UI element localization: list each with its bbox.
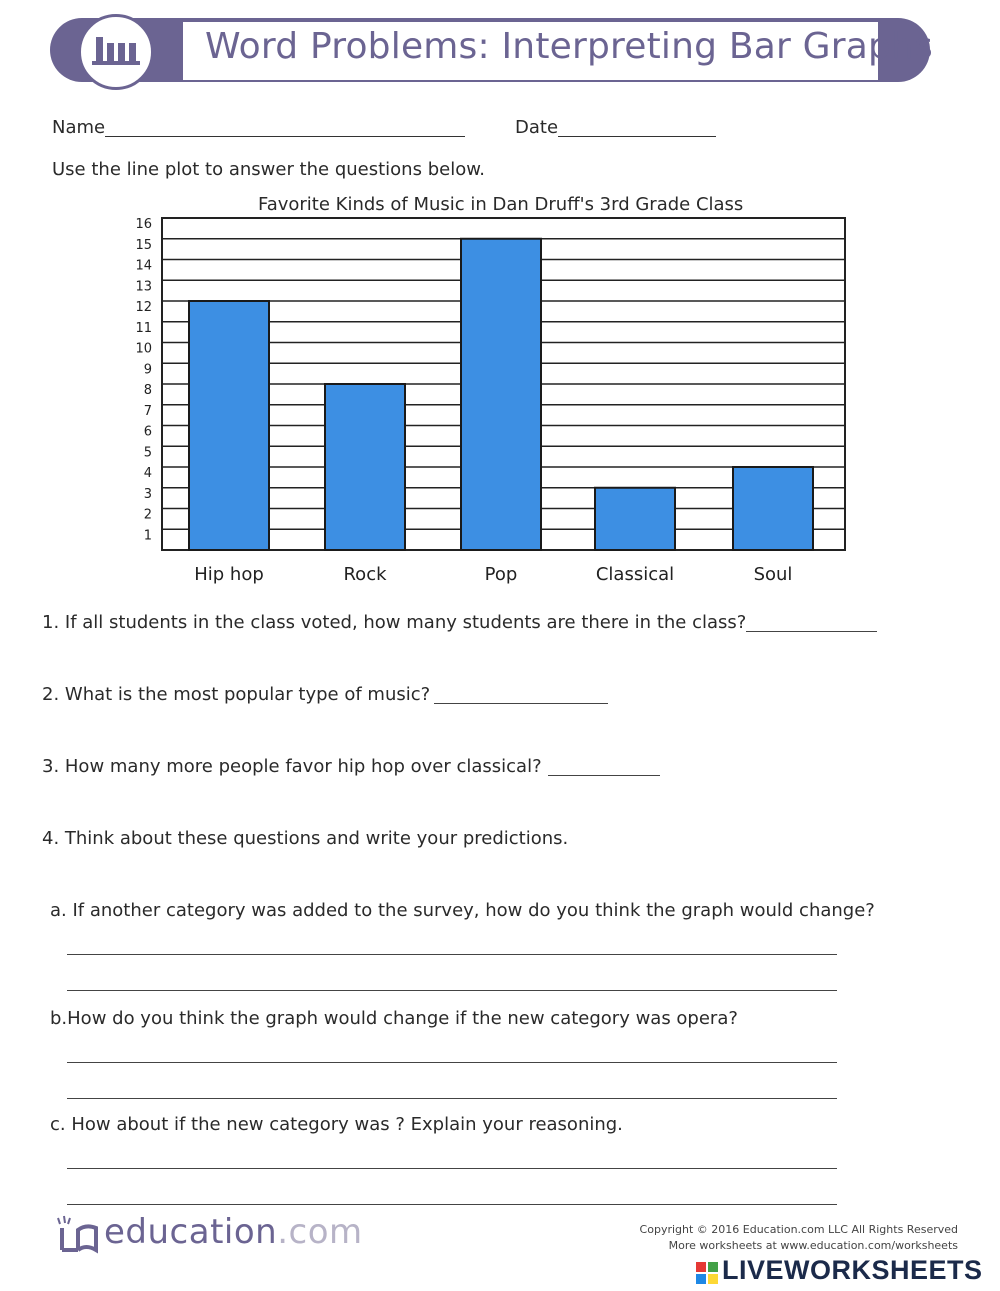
copyright-line-1: Copyright © 2016 Education.com LLC All Rights Reserved xyxy=(639,1223,958,1236)
bar-soul xyxy=(733,467,813,550)
x-category-label: Rock xyxy=(343,564,387,585)
date-label: Date xyxy=(515,117,559,138)
y-tick-label: 14 xyxy=(135,258,152,274)
name-label: Name xyxy=(52,117,106,138)
question-4a: a. If another category was added to the survey, how do you think the graph would change? xyxy=(50,900,875,921)
bar-rock xyxy=(325,384,405,550)
question-2: 2. What is the most popular type of music? xyxy=(42,684,431,705)
x-category-label: Pop xyxy=(484,564,518,585)
x-category-label: Soul xyxy=(753,564,793,585)
x-category-label: Hip hop xyxy=(194,564,264,585)
y-tick-label: 3 xyxy=(143,486,152,502)
y-tick-label: 1 xyxy=(143,528,152,544)
bar-pop xyxy=(461,239,541,550)
liveworksheets-logo: LIVEWORKSHEETS xyxy=(722,1255,983,1285)
answer-4a-line-2[interactable] xyxy=(67,990,837,991)
y-tick-label: 16 xyxy=(135,217,152,232)
question-3: 3. How many more people favor hip hop over classical? xyxy=(42,756,542,777)
answer-4a-line-1[interactable] xyxy=(67,954,837,955)
education-logo-suffix: .com xyxy=(277,1212,363,1252)
answer-4b-line-1[interactable] xyxy=(67,1062,837,1063)
y-tick-label: 8 xyxy=(143,383,152,398)
answer-4c-line-1[interactable] xyxy=(67,1168,837,1169)
y-tick-label: 9 xyxy=(143,362,152,378)
bar-chart xyxy=(120,210,860,590)
date-field[interactable] xyxy=(558,136,716,137)
copyright-line-2: More worksheets at www.education.com/worksheets xyxy=(668,1239,958,1252)
x-category-label: Classical xyxy=(595,564,675,585)
bar-classical xyxy=(595,488,675,550)
question-4: 4. Think about these questions and write your predictions. xyxy=(42,828,569,849)
y-tick-label: 15 xyxy=(135,237,152,253)
answer-4c-line-2[interactable] xyxy=(67,1204,837,1205)
education-logo xyxy=(104,1212,363,1252)
question-4b: b.How do you think the graph would change if the new category was opera? xyxy=(50,1008,738,1029)
question-1: 1. If all students in the class voted, how many students are there in the class? xyxy=(42,612,747,633)
y-tick-label: 10 xyxy=(135,341,152,357)
answer-2-field[interactable] xyxy=(434,703,608,704)
chart-title: Favorite Kinds of Music in Dan Druff's 3rd Grade Class xyxy=(258,194,744,215)
y-tick-label: 11 xyxy=(135,320,152,336)
book-icon xyxy=(56,1214,102,1254)
education-logo-main: education xyxy=(104,1212,278,1252)
y-tick-label: 5 xyxy=(143,445,152,461)
bar-chart-icon xyxy=(78,14,154,90)
instructions: Use the line plot to answer the questions below. xyxy=(52,159,485,180)
name-field[interactable] xyxy=(105,136,465,137)
question-4c: c. How about if the new category was ? Explain your reasoning. xyxy=(50,1114,623,1135)
page-title: Word Problems: Interpreting Bar Graphs xyxy=(205,26,934,67)
y-tick-label: 6 xyxy=(143,424,152,440)
y-tick-label: 4 xyxy=(143,466,152,481)
y-tick-label: 7 xyxy=(143,403,152,419)
copyright xyxy=(640,1222,958,1254)
y-tick-label: 2 xyxy=(143,507,152,523)
answer-4b-line-2[interactable] xyxy=(67,1098,837,1099)
y-tick-label: 12 xyxy=(135,300,152,315)
y-tick-label: 13 xyxy=(135,279,152,295)
answer-3-field[interactable] xyxy=(548,775,660,776)
answer-1-field[interactable] xyxy=(746,631,877,632)
liveworksheets-icon xyxy=(696,1262,718,1284)
bar-hip-hop xyxy=(189,301,269,550)
